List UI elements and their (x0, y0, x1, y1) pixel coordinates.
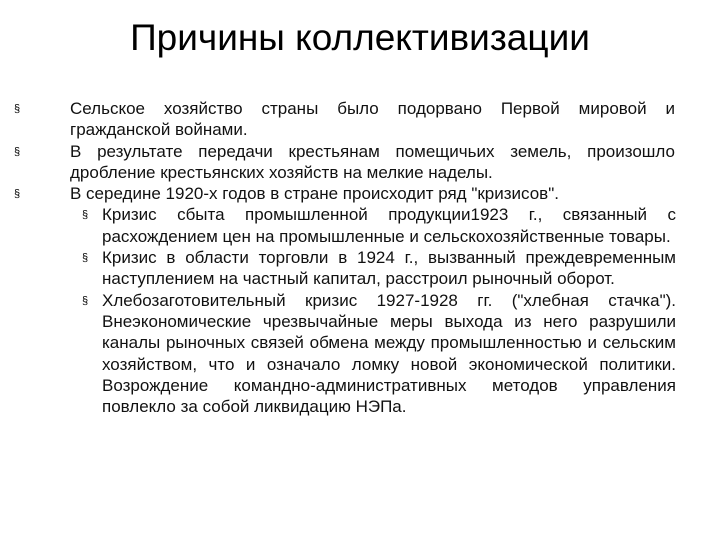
sub-list-item (82, 247, 676, 290)
list-item (14, 98, 675, 141)
list-item-text: В результате передачи крестьянам помещичьих земель, произошло дробление крестьянских хозяйств на мелкие наделы. (70, 141, 675, 182)
bullet-icon: § (82, 209, 89, 222)
sub-list-item-text: Кризис сбыта промышленной продукции1923 г., связанный с расхождением цен на промышленные и сельскохозяйственные товары. (102, 205, 676, 246)
sub-list-item (82, 204, 676, 247)
bullet-icon: § (14, 188, 21, 201)
bullet-icon: § (14, 145, 21, 158)
list-item-text: Сельское хозяйство страны было подорвано Первой мировой и гражданской войнами. (70, 99, 675, 140)
bullet-icon: § (82, 294, 89, 307)
list-item-text: В середине 1920-х годов в стране происходит ряд "кризисов". (70, 184, 559, 204)
slide-title: Причины коллективизации (130, 17, 590, 58)
sub-list-item (82, 290, 676, 418)
bullet-icon: § (14, 103, 21, 115)
list-item (14, 183, 675, 204)
sub-list-item-text: Кризис в области торговли в 1924 г., вызванный преждевременным наступлением на частный капитал, расстроил рыночный оборот. (102, 248, 676, 289)
list-item (14, 141, 675, 184)
bullet-list (0, 98, 720, 417)
bullet-icon: § (82, 252, 89, 265)
sub-list-item-text: Хлебозаготовительный кризис 1927-1928 гг. ("хлебная стачка"). Внеэкономические чрезвычайные меры выхода из него разрушили каналы рыночных связей обмена между промышленностью и сельским хозяйством, что и означало ломку новой экономической политики. Возрождение командно-административных методов управления повлекло за собой ликвидацию НЭПа. (102, 290, 676, 417)
